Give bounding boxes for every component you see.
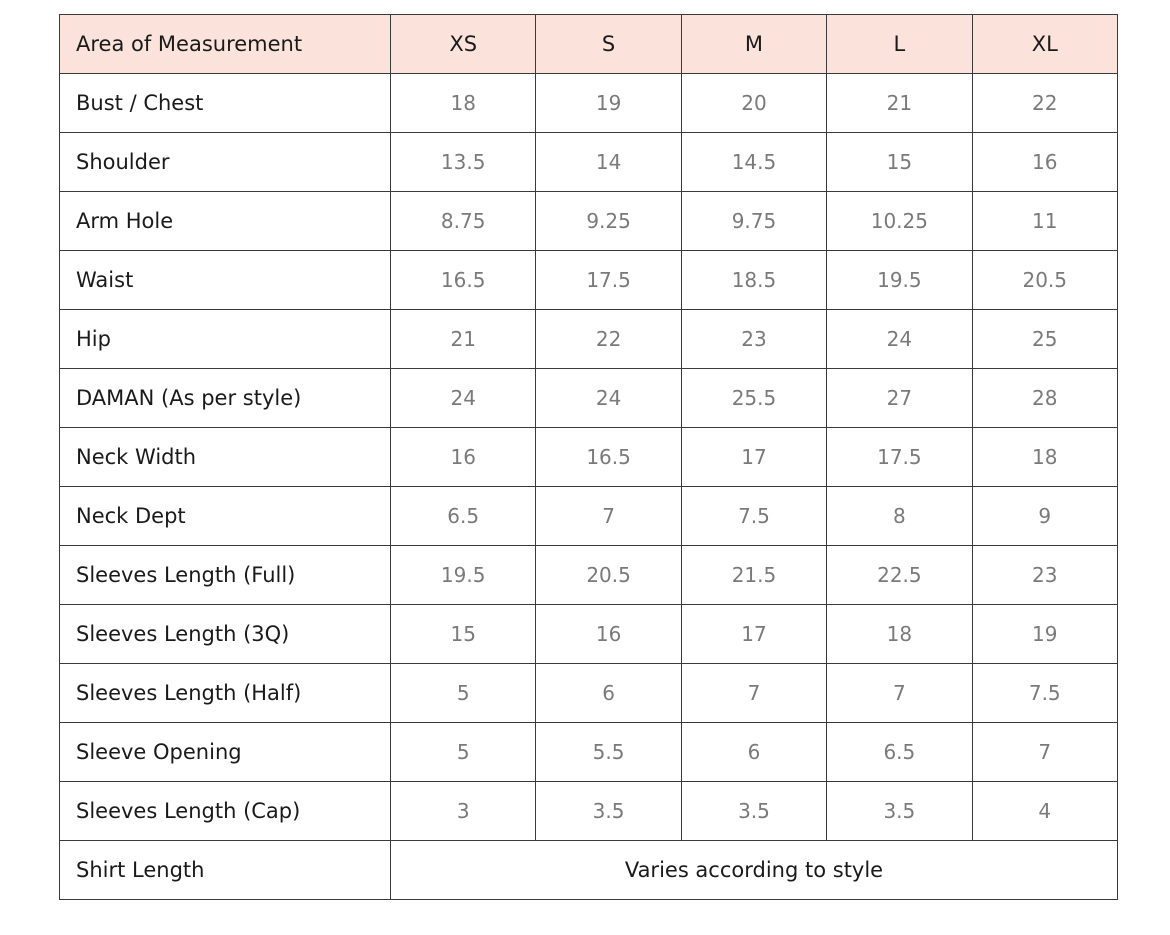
table-row — [60, 251, 1118, 310]
cell-value: 20.5 — [536, 546, 681, 605]
cell-value: 8.75 — [391, 192, 536, 251]
cell-value: 16 — [391, 428, 536, 487]
row-label: Sleeves Length (Cap) — [60, 782, 391, 841]
row-label: Arm Hole — [60, 192, 391, 251]
cell-value: 19.5 — [827, 251, 972, 310]
cell-value: 3 — [391, 782, 536, 841]
cell-value: 15 — [391, 605, 536, 664]
cell-value: 17.5 — [827, 428, 972, 487]
header-size-xs: XS — [391, 15, 536, 74]
cell-value: 21.5 — [681, 546, 826, 605]
row-label: Neck Dept — [60, 487, 391, 546]
cell-value: 20.5 — [972, 251, 1117, 310]
cell-value: 17 — [681, 605, 826, 664]
table-body — [60, 74, 1118, 900]
row-label: Bust / Chest — [60, 74, 391, 133]
cell-value: 7 — [972, 723, 1117, 782]
row-label: Neck Width — [60, 428, 391, 487]
header-size-s: S — [536, 15, 681, 74]
cell-value: 17 — [681, 428, 826, 487]
cell-value: 13.5 — [391, 133, 536, 192]
cell-value: 7 — [536, 487, 681, 546]
cell-value: 24 — [536, 369, 681, 428]
table-row — [60, 605, 1118, 664]
row-label: Sleeve Opening — [60, 723, 391, 782]
table-row — [60, 546, 1118, 605]
cell-value: 7 — [827, 664, 972, 723]
row-label: Sleeves Length (Half) — [60, 664, 391, 723]
cell-value: 16 — [972, 133, 1117, 192]
shirt-length-row — [60, 841, 1118, 900]
cell-value: 22.5 — [827, 546, 972, 605]
cell-value: 18.5 — [681, 251, 826, 310]
cell-value: 3.5 — [536, 782, 681, 841]
cell-value: 28 — [972, 369, 1117, 428]
cell-value: 9.75 — [681, 192, 826, 251]
cell-value: 8 — [827, 487, 972, 546]
table-row — [60, 487, 1118, 546]
header-area-of-measurement: Area of Measurement — [60, 15, 391, 74]
cell-value: 7.5 — [972, 664, 1117, 723]
cell-value: 6.5 — [827, 723, 972, 782]
cell-value: 14 — [536, 133, 681, 192]
cell-value: 18 — [827, 605, 972, 664]
cell-value: 5 — [391, 664, 536, 723]
cell-value: 7.5 — [681, 487, 826, 546]
cell-value: 21 — [391, 310, 536, 369]
cell-value: 21 — [827, 74, 972, 133]
header-row — [60, 15, 1118, 74]
cell-value: 16 — [536, 605, 681, 664]
cell-value: 19 — [536, 74, 681, 133]
cell-value: 6.5 — [391, 487, 536, 546]
cell-value: 18 — [972, 428, 1117, 487]
cell-value: 24 — [827, 310, 972, 369]
cell-value: 27 — [827, 369, 972, 428]
cell-value: 10.25 — [827, 192, 972, 251]
row-label: Hip — [60, 310, 391, 369]
row-label: Shirt Length — [60, 841, 391, 900]
cell-value: 4 — [972, 782, 1117, 841]
cell-value: 9.25 — [536, 192, 681, 251]
cell-value: 6 — [536, 664, 681, 723]
cell-value: 5.5 — [536, 723, 681, 782]
cell-value: 24 — [391, 369, 536, 428]
row-label: Waist — [60, 251, 391, 310]
table-row — [60, 782, 1118, 841]
varies-note: Varies according to style — [391, 841, 1118, 900]
cell-value: 19 — [972, 605, 1117, 664]
cell-value: 9 — [972, 487, 1117, 546]
cell-value: 17.5 — [536, 251, 681, 310]
cell-value: 5 — [391, 723, 536, 782]
table-row — [60, 428, 1118, 487]
cell-value: 6 — [681, 723, 826, 782]
cell-value: 18 — [391, 74, 536, 133]
cell-value: 16.5 — [536, 428, 681, 487]
cell-value: 23 — [972, 546, 1117, 605]
table-row — [60, 74, 1118, 133]
table-row — [60, 192, 1118, 251]
table-row — [60, 664, 1118, 723]
table-row — [60, 133, 1118, 192]
header-size-m: M — [681, 15, 826, 74]
table-row — [60, 723, 1118, 782]
header-size-xl: XL — [972, 15, 1117, 74]
row-label: Sleeves Length (Full) — [60, 546, 391, 605]
cell-value: 3.5 — [827, 782, 972, 841]
cell-value: 3.5 — [681, 782, 826, 841]
cell-value: 11 — [972, 192, 1117, 251]
cell-value: 23 — [681, 310, 826, 369]
cell-value: 22 — [536, 310, 681, 369]
table-row — [60, 369, 1118, 428]
cell-value: 7 — [681, 664, 826, 723]
row-label: Sleeves Length (3Q) — [60, 605, 391, 664]
cell-value: 22 — [972, 74, 1117, 133]
header-size-l: L — [827, 15, 972, 74]
cell-value: 16.5 — [391, 251, 536, 310]
row-label: Shoulder — [60, 133, 391, 192]
cell-value: 25 — [972, 310, 1117, 369]
size-chart-table — [59, 14, 1118, 900]
row-label: DAMAN (As per style) — [60, 369, 391, 428]
table-row — [60, 310, 1118, 369]
cell-value: 15 — [827, 133, 972, 192]
cell-value: 20 — [681, 74, 826, 133]
cell-value: 25.5 — [681, 369, 826, 428]
cell-value: 19.5 — [391, 546, 536, 605]
cell-value: 14.5 — [681, 133, 826, 192]
